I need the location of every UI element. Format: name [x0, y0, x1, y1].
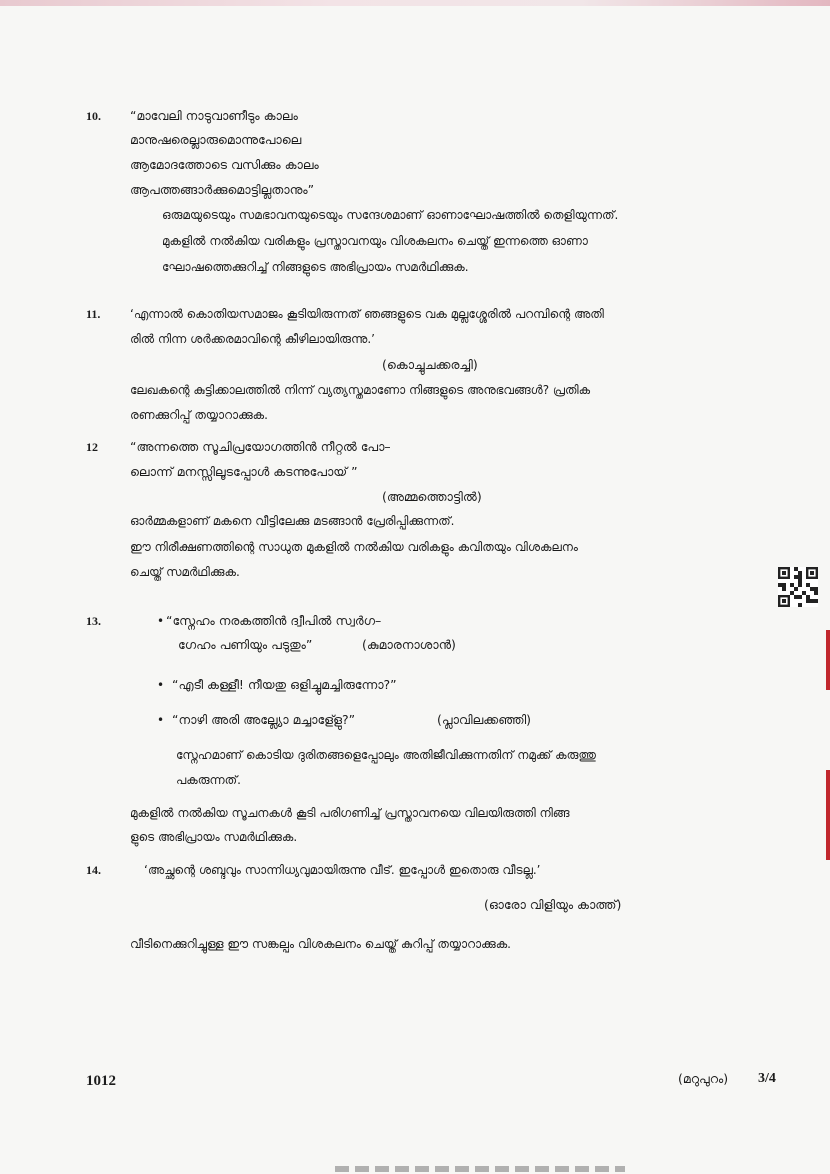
quote-line: രിൽ നിന്ന ശർക്കരമാവിന്റെ കീഴിലായിരുന്നു.’ [130, 332, 375, 346]
paper-code: 1012 [86, 1073, 116, 1089]
task-line: ഈ നിരീക്ഷണത്തിന്റെ സാധുത മുകളിൽ നൽകിയ വരികളും കവിതയും വിശകലനം [130, 540, 578, 554]
bullet-icon: • [157, 678, 165, 692]
question-number: 11. [86, 307, 101, 321]
task-line: ഓർമ്മകളാണ് മകനെ വീട്ടിലേക്കു മടങ്ങാൻ പ്രേരിപ്പിക്കുന്നത്. [130, 514, 455, 528]
question-number: 13. [86, 614, 101, 628]
bullet-quote: “നാഴി അരി അല്ല്യോ മച്ചാളേ്ളു?” [172, 712, 356, 727]
quote-line: ആമോദത്തോടെ വസിക്കും കാലം [130, 157, 319, 172]
task-line: ഘോഷത്തെക്കുറിച്ച് നിങ്ങളുടെ അഭിപ്രായം സമർഥിക്കുക. [162, 260, 469, 274]
statement-line: പകരുന്നത്. [176, 773, 241, 787]
source-citation: (കുമാരനാശാൻ) [362, 637, 456, 652]
quote-line: മാനുഷരെല്ലാരുമൊന്നുപോലെ [130, 132, 302, 147]
task-line: ളുടെ അഭിപ്രായം സമർഥിക്കുക. [130, 830, 298, 844]
bullet-icon: • [157, 614, 165, 628]
page-edge-mark [826, 770, 830, 860]
source-citation: (പ്ലാവിലക്കഞ്ഞി) [437, 712, 532, 727]
bullet-quote: ഗേഹം പണിയും പടുതും” [178, 637, 313, 652]
top-edge-strip [0, 0, 830, 6]
task-line: മുകളിൽ നൽകിയ വരികളും പ്രസ്താവനയും വിശകലനം ചെയ്ത് ഇന്നത്തെ ഓണാ [162, 234, 588, 248]
page-edge-mark [826, 630, 830, 690]
qr-code-icon [778, 567, 818, 607]
page-number: 3/4 [758, 1071, 776, 1086]
source-citation: (അമ്മത്തൊട്ടിൽ) [382, 489, 482, 504]
task-line: ചെയ്ത് സമർഥിക്കുക. [130, 565, 240, 579]
quote-line: ലൊന്ന് മനസ്സിലൂടപ്പോൾ കടന്നുപോയ് ” [130, 464, 358, 479]
source-citation: (കൊച്ചുചക്കരച്ചി) [382, 357, 478, 372]
quote-line: ‘എന്നാൽ കൊതിയസമാജം കൂടിയിരുന്നത് ഞങ്ങളുടെ വക മുല്ലശ്ശേരിൽ പറമ്പിന്റെ അതി [130, 307, 604, 321]
bottom-edge-text-fragment [335, 1166, 625, 1172]
task-line: രണക്കുറിപ്പ് തയ്യാറാക്കുക. [130, 408, 268, 422]
statement-line: സ്നേഹമാണ് കൊടിയ ദുരിതങ്ങളെപ്പോലും അതിജീവിക്കുന്നതിന് നമുക്ക് കരുത്തു [176, 748, 596, 762]
source-citation: (ഓരോ വിളിയും കാത്ത്) [484, 897, 622, 912]
bullet-quote: “എടീ കള്ളീ! നീയതു ഒളിച്ചുമച്ചിരുന്നോ?” [172, 677, 397, 692]
question-number: 10. [86, 109, 101, 123]
task-line: ലേഖകന്റെ കുട്ടിക്കാലത്തിൽ നിന്ന് വ്യത്യസ്തമാണോ നിങ്ങളുടെ അനുഭവങ്ങൾ? പ്രതിക [130, 383, 591, 397]
continue-label: (മറുപുറം) [678, 1071, 729, 1086]
question-number: 12 [86, 440, 98, 454]
bullet-icon: • [157, 713, 165, 727]
task-line: വീടിനെക്കുറിച്ചുള്ള ഈ സങ്കല്പം വിശകലനം ചെയ്ത് കുറിപ്പ് തയ്യാറാക്കുക. [130, 937, 511, 951]
task-line: ഒരുമയുടെയും സമഭാവനയുടെയും സന്ദേശമാണ് ഓണാഘോഷത്തിൽ തെളിയുന്നത്. [162, 208, 619, 222]
question-number: 14. [86, 863, 101, 877]
quote-line: “മാവേലി നാടുവാണീടും കാലം [130, 108, 298, 123]
task-line: മുകളിൽ നൽകിയ സൂചനകൾ കൂടി പരിഗണിച്ച് പ്രസ്താവനയെ വിലയിരുത്തി നിങ്ങ [130, 806, 570, 820]
bullet-quote: “സ്നേഹം നരകത്തിൻ ദ്വീപിൽ സ്വർഗ– [166, 613, 382, 628]
quote-line: “അന്നത്തെ സൂചിപ്രയോഗത്തിൻ നീറ്റൽ പോ– [130, 439, 391, 454]
quote-line: ആപത്തങ്ങാർക്കുമൊട്ടില്ലതാനും” [130, 182, 315, 197]
quote-line: ‘അച്ഛന്റെ ശബ്ദവും സാന്നിധ്യവുമായിരുന്നു വീട്. ഇപ്പോൾ ഇതൊരു വീടല്ല.’ [144, 863, 541, 877]
